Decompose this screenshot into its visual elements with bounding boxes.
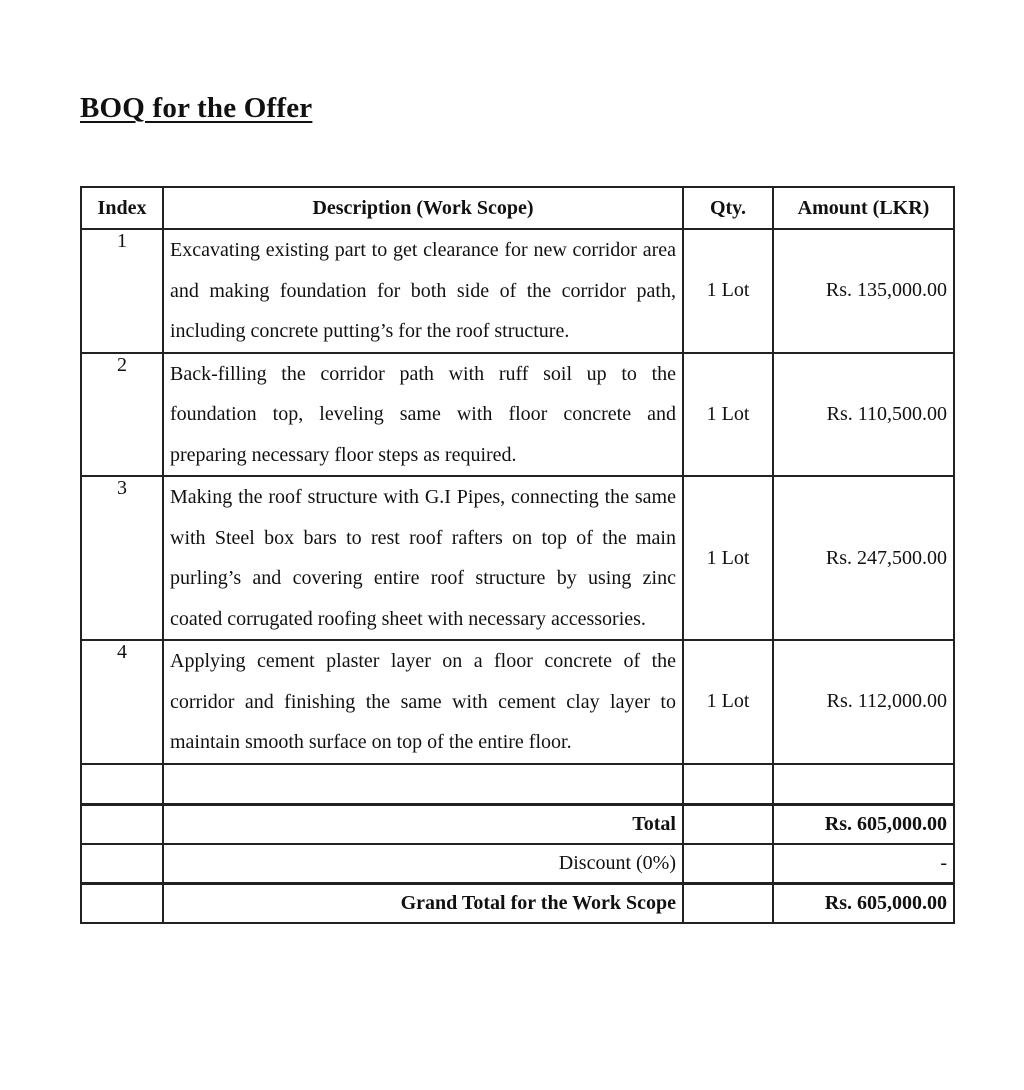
row-description: Applying cement plaster layer on a floor concrete of the corridor and finishing the same with cement clay layer to maintain smooth surface on top of the entire floor. [163,640,683,764]
total-amount: Rs. 605,000.00 [773,804,954,844]
boq-table [80,186,955,924]
row-description: Making the roof structure with G.I Pipes, connecting the same with Steel box bars to rest roof rafters on top of the main purling’s and covering entire roof structure by using zinc coated corrugated roofing sheet with necessary accessories. [163,476,683,640]
grand-total-row [81,883,954,923]
blank-cell [81,764,163,805]
blank-cell [773,764,954,805]
table-row [81,640,954,764]
row-amount: Rs. 135,000.00 [773,229,954,353]
discount-row [81,844,954,884]
row-amount: Rs. 110,500.00 [773,353,954,477]
row-qty: 1 Lot [683,640,773,764]
discount-label: Discount (0%) [163,844,683,884]
blank-row [81,764,954,805]
grand-total-label: Grand Total for the Work Scope [163,883,683,923]
total-label: Total [163,804,683,844]
row-description: Excavating existing part to get clearance for new corridor area and making foundation for both side of the corridor path, including concrete putting’s for the roof structure. [163,229,683,353]
row-qty: 1 Lot [683,476,773,640]
header-index: Index [81,187,163,229]
blank-cell [683,764,773,805]
table-row [81,476,954,640]
header-amount: Amount (LKR) [773,187,954,229]
header-description: Description (Work Scope) [163,187,683,229]
total-row [81,804,954,844]
row-qty: 1 Lot [683,353,773,477]
blank-cell [683,804,773,844]
table-row [81,229,954,353]
row-amount: Rs. 247,500.00 [773,476,954,640]
discount-amount: - [773,844,954,884]
table-header-row [81,187,954,229]
row-amount: Rs. 112,000.00 [773,640,954,764]
row-index: 2 [81,353,163,477]
row-index: 3 [81,476,163,640]
row-index: 1 [81,229,163,353]
blank-cell [81,804,163,844]
blank-cell [163,764,683,805]
blank-cell [81,844,163,884]
row-qty: 1 Lot [683,229,773,353]
blank-cell [683,883,773,923]
table-row [81,353,954,477]
row-index: 4 [81,640,163,764]
grand-total-amount: Rs. 605,000.00 [773,883,954,923]
blank-cell [81,883,163,923]
blank-cell [683,844,773,884]
row-description: Back-filling the corridor path with ruff soil up to the foundation top, leveling same with floor concrete and preparing necessary floor steps as required. [163,353,683,477]
document-title: BOQ for the Offer [80,92,313,124]
header-qty: Qty. [683,187,773,229]
